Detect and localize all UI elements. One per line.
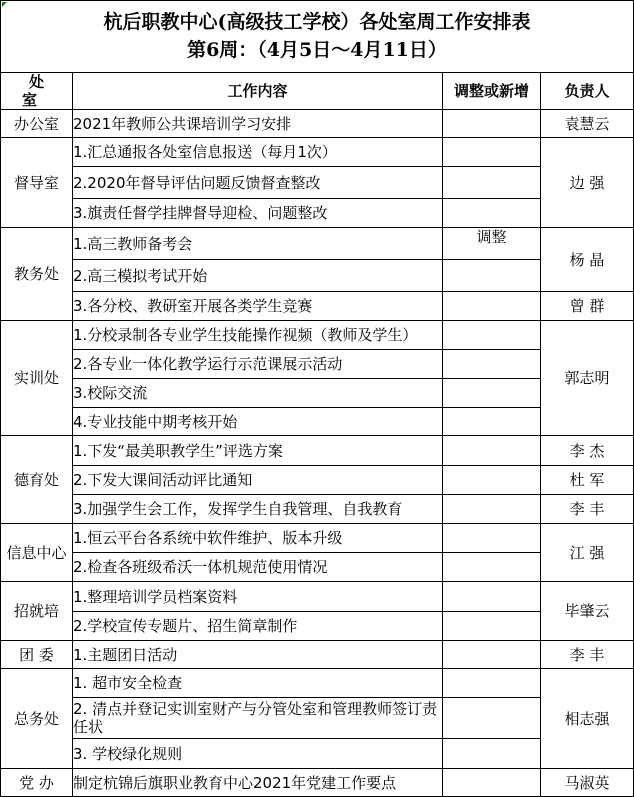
adjust-cell[interactable] [443, 641, 541, 669]
task-cell[interactable]: 3.旗责任督学挂牌督导迎检、问题整改 [73, 199, 443, 228]
adjust-cell[interactable] [443, 553, 541, 582]
table-row [1, 228, 634, 260]
owner-cell[interactable]: 杨 晶 [541, 228, 634, 292]
task-cell[interactable]: 1.高三教师备考会 [73, 228, 443, 260]
adjust-cell[interactable] [443, 292, 541, 321]
col-header-owner: 负责人 [541, 73, 634, 110]
adjust-cell[interactable] [443, 612, 541, 641]
table-row [1, 466, 634, 495]
table-row [1, 292, 634, 321]
cell-comment-marker-icon [2, 2, 7, 7]
table-row [1, 321, 634, 350]
dept-cell-general-affairs[interactable]: 总务处 [1, 669, 73, 769]
task-cell[interactable]: 3.各分校、教研室开展各类学生竞赛 [73, 292, 443, 321]
header-row [1, 73, 634, 110]
owner-cell[interactable]: 袁慧云 [541, 110, 634, 138]
table-row [1, 110, 634, 138]
task-cell[interactable]: 1.汇总通报各处室信息报送（每月1次） [73, 138, 443, 167]
table-row [1, 769, 634, 797]
adjust-cell[interactable] [443, 321, 541, 350]
task-cell[interactable]: 1.主题团日活动 [73, 641, 443, 669]
dept-cell-moral-education[interactable]: 德育处 [1, 436, 73, 524]
adjust-cell[interactable] [443, 167, 541, 199]
adjust-cell[interactable]: 调整 [443, 228, 541, 260]
task-cell[interactable]: 1.整理培训学员档案资料 [73, 582, 443, 612]
adjust-cell[interactable] [443, 524, 541, 553]
adjust-cell[interactable] [443, 199, 541, 228]
col-header-task: 工作内容 [73, 73, 443, 110]
table-row [1, 436, 634, 466]
adjust-cell[interactable] [443, 436, 541, 466]
task-cell[interactable]: 1. 超市安全检查 [73, 669, 443, 698]
dept-cell-academic[interactable]: 教务处 [1, 228, 73, 321]
adjust-cell[interactable] [443, 466, 541, 495]
table-row [1, 524, 634, 553]
owner-cell[interactable]: 李 杰 [541, 436, 634, 466]
dept-cell-enrollment[interactable]: 招就培 [1, 582, 73, 641]
dept-cell-info-center[interactable]: 信息中心 [1, 524, 73, 582]
dept-cell-party-office[interactable]: 党 办 [1, 769, 73, 797]
dept-cell-youth-league[interactable]: 团 委 [1, 641, 73, 669]
week-range-subtitle: 第6周：（4月5日～4月11日） [187, 39, 447, 61]
table-row [1, 669, 634, 698]
task-cell[interactable]: 1.下发“最美职教学生”评选方案 [73, 436, 443, 466]
task-cell[interactable]: 制定杭锦后旗职业教育中心2021年党建工作要点 [73, 769, 443, 797]
owner-cell[interactable]: 曾 群 [541, 292, 634, 321]
adjust-cell[interactable] [443, 379, 541, 408]
task-cell[interactable]: 2.各专业一体化教学运行示范课展示活动 [73, 350, 443, 379]
owner-cell[interactable]: 李 丰 [541, 641, 634, 669]
dept-cell-supervision[interactable]: 督导室 [1, 138, 73, 228]
table-row [1, 553, 634, 582]
col-header-adjust: 调整或新增 [443, 73, 541, 110]
page-title: 杭后职教中心(高级技工学校）各处室周工作安排表 [103, 11, 531, 33]
task-cell[interactable]: 2.高三模拟考试开始 [73, 260, 443, 292]
owner-cell[interactable]: 郭志明 [541, 321, 634, 436]
task-cell[interactable]: 1.分校录制各专业学生技能操作视频（教师及学生） [73, 321, 443, 350]
adjust-cell[interactable] [443, 769, 541, 797]
adjust-cell[interactable] [443, 260, 541, 292]
task-cell[interactable]: 3.加强学生会工作，发挥学生自我管理、自我教育 [73, 495, 443, 524]
adjust-cell[interactable] [443, 408, 541, 436]
owner-cell[interactable]: 马淑英 [541, 769, 634, 797]
table-row [1, 612, 634, 641]
table-row [1, 260, 634, 292]
owner-cell[interactable]: 相志强 [541, 669, 634, 769]
schedule-table [0, 72, 634, 797]
task-cell[interactable]: 2.下发大课间活动评比通知 [73, 466, 443, 495]
adjust-cell[interactable] [443, 739, 541, 769]
dept-cell-office[interactable]: 办公室 [1, 110, 73, 138]
table-row [1, 641, 634, 669]
task-cell[interactable]: 2.检查各班级希沃一体机规范使用情况 [73, 553, 443, 582]
owner-cell[interactable]: 杜 军 [541, 466, 634, 495]
table-row [1, 138, 634, 167]
adjust-cell[interactable] [443, 110, 541, 138]
task-cell[interactable]: 2021年教师公共课培训学习安排 [73, 110, 443, 138]
dept-cell-training[interactable]: 实训处 [1, 321, 73, 436]
table-row [1, 582, 634, 612]
table-row [1, 408, 634, 436]
table-row [1, 495, 634, 524]
adjust-cell[interactable] [443, 698, 541, 739]
table-row [1, 199, 634, 228]
adjust-cell[interactable] [443, 495, 541, 524]
task-cell[interactable]: 2. 清点并登记实训室财产与分管处室和管理教师签订责任状 [73, 698, 443, 739]
col-header-dept: 处 室 [1, 73, 73, 110]
table-row [1, 379, 634, 408]
table-row [1, 167, 634, 199]
adjust-cell[interactable] [443, 669, 541, 698]
task-cell[interactable]: 2.学校宣传专题片、招生简章制作 [73, 612, 443, 641]
owner-cell[interactable]: 毕肇云 [541, 582, 634, 641]
table-row [1, 698, 634, 739]
owner-cell[interactable]: 江 强 [541, 524, 634, 582]
table-row [1, 739, 634, 769]
adjust-cell[interactable] [443, 350, 541, 379]
task-cell[interactable]: 3.校际交流 [73, 379, 443, 408]
task-cell[interactable]: 4.专业技能中期考核开始 [73, 408, 443, 436]
owner-cell[interactable]: 边 强 [541, 138, 634, 228]
adjust-cell[interactable] [443, 138, 541, 167]
title-block [0, 0, 634, 72]
adjust-cell[interactable] [443, 582, 541, 612]
owner-cell[interactable]: 李 丰 [541, 495, 634, 524]
table-row [1, 350, 634, 379]
task-cell[interactable]: 2.2020年督导评估问题反馈督查整改 [73, 167, 443, 199]
task-cell[interactable]: 1.恒云平台各系统中软件维护、版本升级 [73, 524, 443, 553]
task-cell[interactable]: 3. 学校绿化规则 [73, 739, 443, 769]
